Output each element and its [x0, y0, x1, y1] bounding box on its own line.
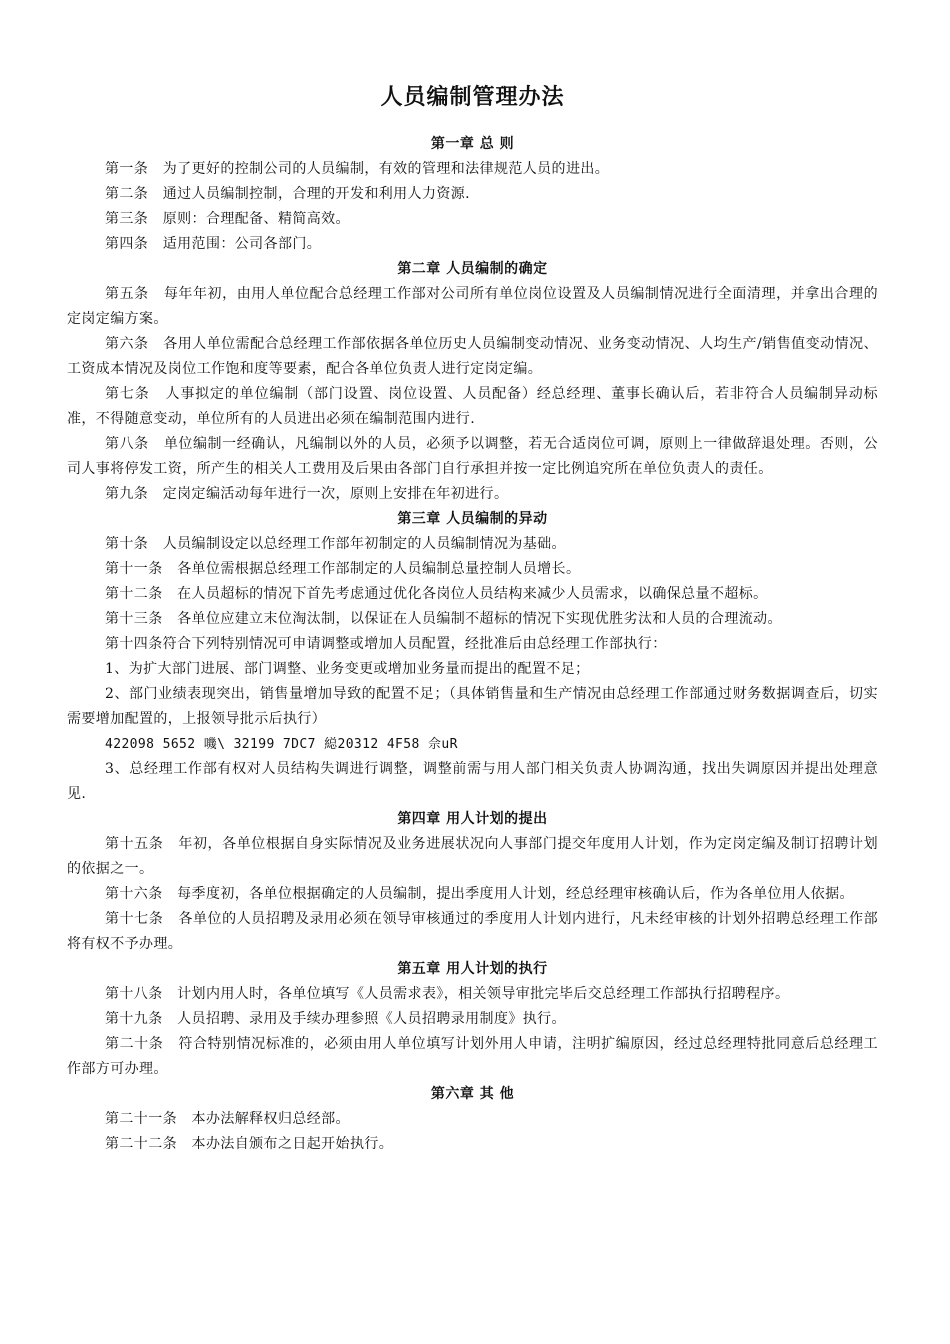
article-21: 第二十一条 本办法解释权归总经部。: [105, 1111, 350, 1127]
article-10: 第十条 人员编制设定以总经理工作部年初制定的人员编制情况为基础。: [105, 536, 566, 552]
article-8: 第八条 单位编制一经确认，凡编制以外的人员，必须予以调整，若无合适岗位可调，原则上一律做辞退处理。否则，公司人事将停发工资，所产生的相关人工费用及后果由各部门自行承担并按一定比例追究所在单位负责人的责任。: [67, 436, 878, 477]
article-22: 第二十二条 本办法自颁布之日起开始执行。: [105, 1136, 394, 1152]
article-1: 第一条 为了更好的控制公司的人员编制，有效的管理和法律规范人员的进出。: [105, 161, 610, 177]
article-11: 第十一条 各单位需根据总经理工作部制定的人员编制总量控制人员增长。: [105, 561, 581, 577]
article-14-item-2: 2、部门业绩表现突出，销售量增加导致的配置不足；（具体销售量和生产情况由总经理工作部通过财务数据调查后，切实需要增加配置的，上报领导批示后执行）: [67, 686, 878, 727]
chapter-5-heading: 第五章 用人计划的执行: [397, 961, 548, 977]
article-14: 第十四条符合下列特别情况可申请调整或增加人员配置，经批准后由总经理工作部执行：: [105, 636, 667, 652]
article-9: 第九条 定岗定编活动每年进行一次，原则上安排在年初进行。: [105, 486, 509, 502]
article-14-item-3: 3、总经理工作部有权对人员结构失调进行调整，调整前需与用人部门相关负责人协调沟通，找出失调原因并提出处理意见.: [67, 761, 878, 802]
article-15: 第十五条 年初，各单位根据自身实际情况及业务进展状况向人事部门提交年度用人计划，作为定岗定编及制订招聘计划的依据之一。: [67, 836, 878, 877]
article-4: 第四条 适用范围：公司各部门。: [105, 236, 322, 252]
article-6: 第六条 各用人单位需配合总经理工作部依据各单位历史人员编制变动情况、业务变动情况、人均生产/销售值变动情况、工资成本情况及岗位工作饱和度等要素，配合各单位负责人进行定岗定编。: [67, 336, 878, 377]
document-title: 人员编制管理办法: [380, 85, 565, 110]
article-18: 第十八条 计划内用人时，各单位填写《人员需求表》，相关领导审批完毕后交总经理工作部执行招聘程序。: [105, 986, 790, 1002]
article-7: 第七条 人事拟定的单位编制（部门设置、岗位设置、人员配备）经总经理、董事长确认后，若非符合人员编制异动标准，不得随意变动，单位所有的人员进出必须在编制范围内进行.: [67, 386, 878, 427]
chapter-4-heading: 第四章 用人计划的提出: [397, 811, 548, 827]
article-2: 第二条 通过人员编制控制，合理的开发和利用人力资源.: [105, 186, 470, 202]
chapter-2-heading: 第二章 人员编制的确定: [397, 261, 548, 277]
article-16: 第十六条 每季度初，各单位根据确定的人员编制，提出季度用人计划，经总经理审核确认后，作为各单位用人依据。: [105, 886, 854, 902]
article-14-item-1: 1、为扩大部门进展、部门调整、业务变更或增加业务量而提出的配置不足；: [105, 661, 590, 677]
article-17: 第十七条 各单位的人员招聘及录用必须在领导审核通过的季度用人计划内进行，凡未经审核的计划外招聘总经理工作部将有权不予办理。: [67, 911, 878, 952]
chapter-6-heading: 第六章 其 他: [430, 1086, 515, 1102]
article-19: 第十九条 人员招聘、录用及手续办理参照《人员招聘录用制度》执行。: [105, 1011, 566, 1027]
article-13: 第十三条 各单位应建立末位淘汰制，以保证在人员编制不超标的情况下实现优胜劣汰和人员的合理流动。: [105, 611, 782, 627]
garbled-text-line: 422098 5652 嘰\ 32199 7DC7 縂20312 4F58 佘uR: [105, 737, 458, 752]
chapter-3-heading: 第三章 人员编制的异动: [397, 511, 548, 527]
article-5: 第五条 每年年初，由用人单位配合总经理工作部对公司所有单位岗位设置及人员编制情况进行全面清理，并拿出合理的定岗定编方案。: [67, 286, 878, 327]
article-3: 第三条 原则：合理配备、精简高效。: [105, 211, 350, 227]
article-20: 第二十条 符合特别情况标准的，必须由用人单位填写计划外用人申请，注明扩编原因，经过总经理特批同意后总经理工作部方可办理。: [67, 1036, 878, 1077]
chapter-1-heading: 第一章 总 则: [430, 136, 515, 152]
article-12: 第十二条 在人员超标的情况下首先考虑通过优化各岗位人员结构来减少人员需求，以确保总量不超标。: [105, 586, 768, 602]
